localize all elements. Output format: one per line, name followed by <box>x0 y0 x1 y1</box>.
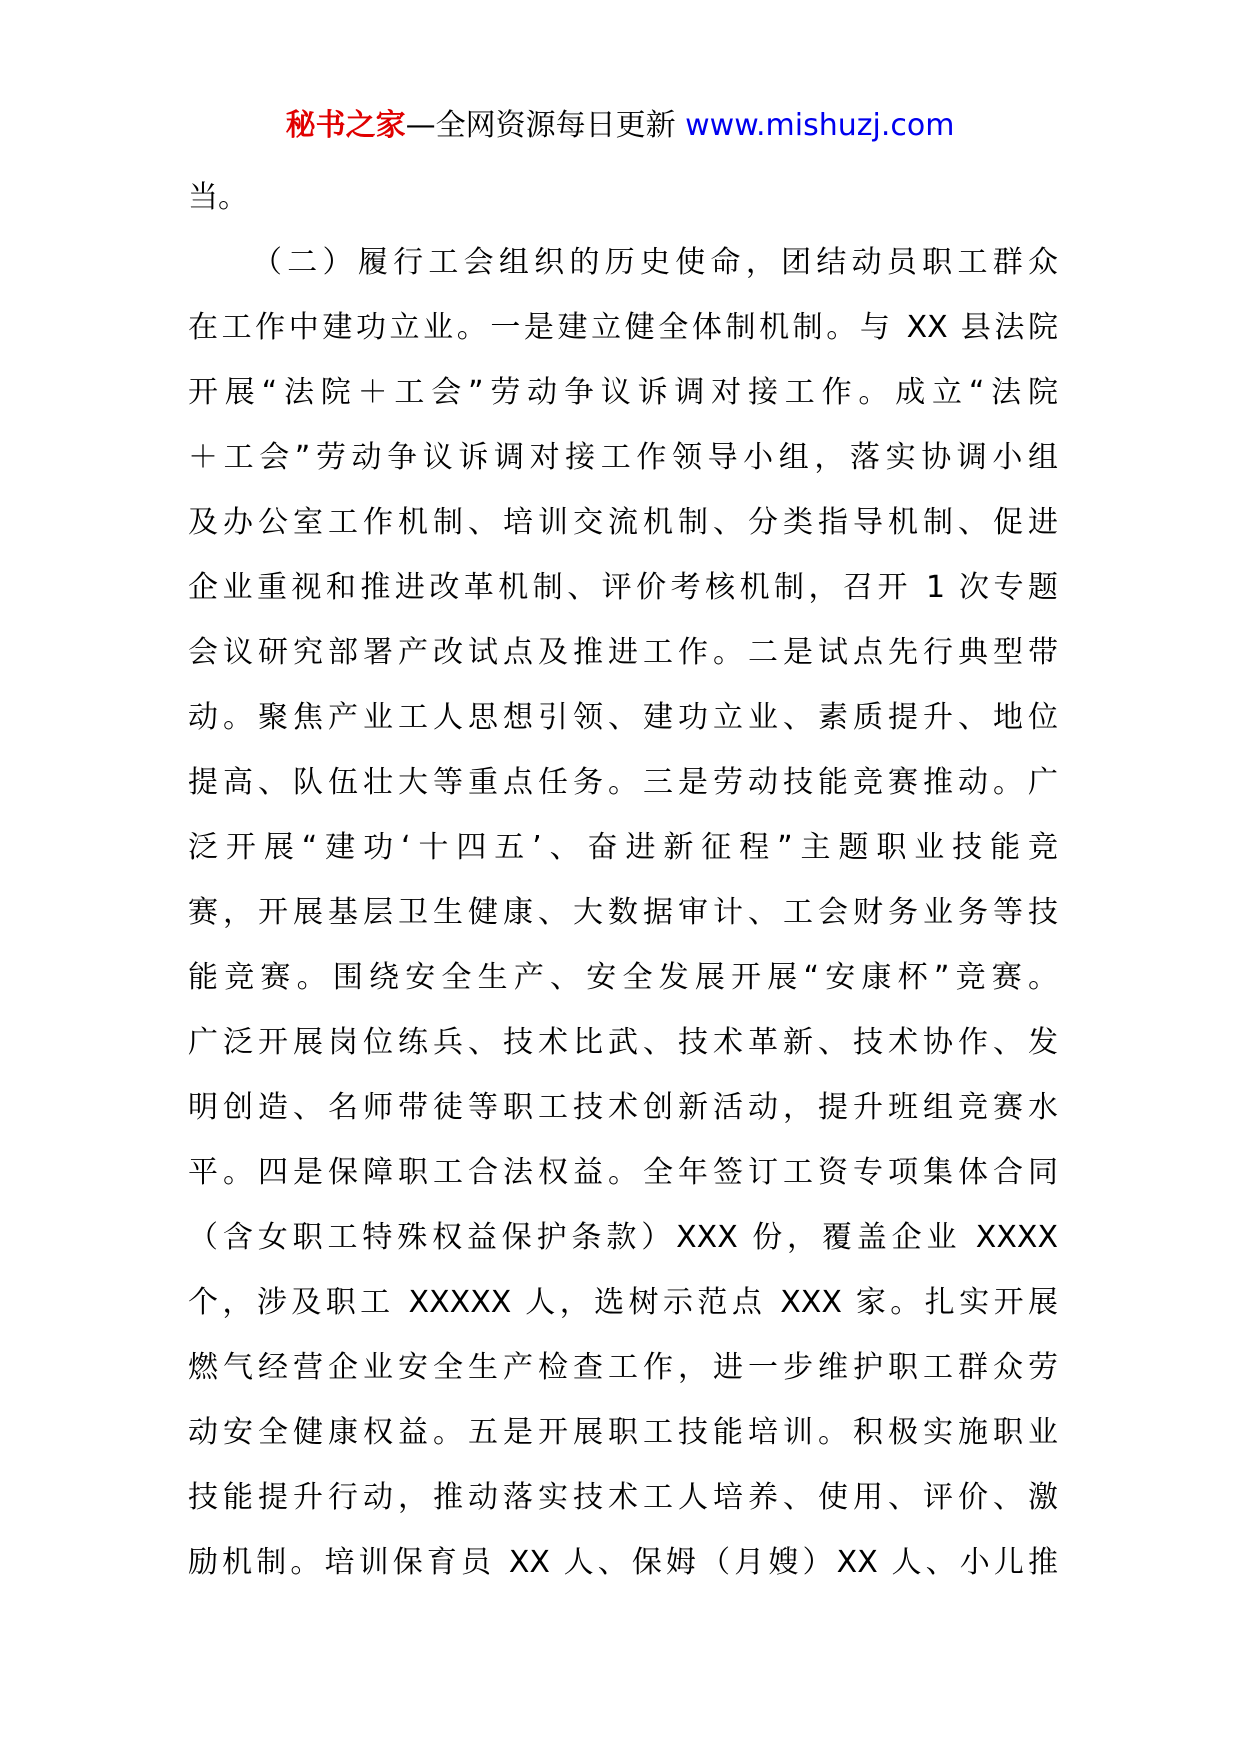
paragraph-line: 技能提升行动，推动落实技术工人培养、使用、评价、激 <box>188 1480 1058 1515</box>
paragraph-line: 提高、队伍壮大等重点任务。三是劳动技能竞赛推动。广 <box>188 765 1058 800</box>
paragraph-line: 动。聚焦产业工人思想引领、建功立业、素质提升、地位 <box>188 700 1058 735</box>
paragraph-line: 企业重视和推进改革机制、评价考核机制，召开 1 次专题 <box>188 570 1058 605</box>
paragraph-line: 当。 <box>188 180 248 215</box>
paragraph-line: 动安全健康权益。五是开展职工技能培训。积极实施职业 <box>188 1415 1058 1450</box>
site-url-link[interactable]: www.mishuzj.com <box>685 108 955 143</box>
paragraph-line: 及办公室工作机制、培训交流机制、分类指导机制、促进 <box>188 505 1058 540</box>
paragraph-line: 平。四是保障职工合法权益。全年签订工资专项集体合同 <box>188 1155 1058 1190</box>
header-tagline: —全网资源每日更新 <box>405 108 686 143</box>
paragraph-line: 会议研究部署产改试点及推进工作。二是试点先行典型带 <box>188 635 1058 670</box>
paragraph-line: 能竞赛。围绕安全生产、安全发展开展“安康杯”竞赛。 <box>188 960 1058 995</box>
paragraph-line: 泛开展“建功‘十四五’、奋进新征程”主题职业技能竞 <box>188 830 1058 865</box>
paragraph-line: 个，涉及职工 XXXXX 人，选树示范点 XXX 家。扎实开展 <box>188 1285 1058 1320</box>
site-header <box>0 104 1240 148</box>
paragraph-line: 广泛开展岗位练兵、技术比武、技术革新、技术协作、发 <box>188 1025 1058 1060</box>
paragraph-line: （含女职工特殊权益保护条款）XXX 份，覆盖企业 XXXX <box>188 1220 1058 1255</box>
paragraph-line: （二）履行工会组织的历史使命，团结动员职工群众 <box>252 245 1058 280</box>
brand-name: 秘书之家 <box>285 108 406 143</box>
paragraph-line: 开展“法院＋工会”劳动争议诉调对接工作。成立“法院 <box>188 375 1058 410</box>
paragraph-line: 燃气经营企业安全生产检查工作，进一步维护职工群众劳 <box>188 1350 1058 1385</box>
paragraph-line: ＋工会”劳动争议诉调对接工作领导小组，落实协调小组 <box>188 440 1058 475</box>
paragraph-line: 赛，开展基层卫生健康、大数据审计、工会财务业务等技 <box>188 895 1058 930</box>
paragraph-line: 在工作中建功立业。一是建立健全体制机制。与 XX 县法院 <box>188 310 1058 345</box>
paragraph-line: 明创造、名师带徒等职工技术创新活动，提升班组竞赛水 <box>188 1090 1058 1125</box>
paragraph-line: 励机制。培训保育员 XX 人、保姆（月嫂）XX 人、小儿推 <box>188 1545 1058 1580</box>
document-body <box>188 165 1058 1595</box>
